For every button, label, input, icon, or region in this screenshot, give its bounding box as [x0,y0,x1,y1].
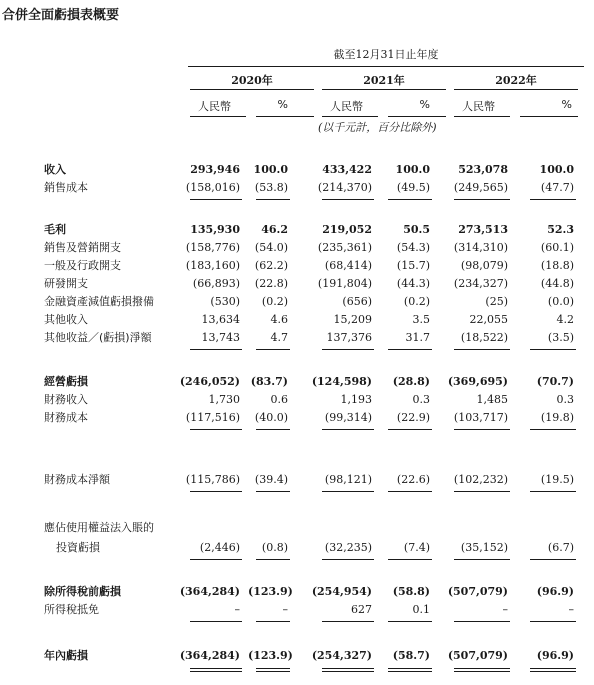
currency-header-2020: 人民幣 [198,100,231,113]
cell: (70.7) [536,375,574,388]
year-rule-2021 [322,89,446,90]
subtotal-rule [322,621,374,622]
subtotal-rule [256,621,290,622]
total-double-rule [454,668,510,672]
cell: (58.7) [392,649,430,662]
row-label: 應佔使用權益法入賬的 [44,521,154,534]
cell: (246,052) [179,375,240,388]
cell: (0.0) [547,295,574,308]
cell: 100.0 [395,163,430,176]
cell: (22.8) [254,277,288,290]
row-share-of-investees-heading [0,518,594,538]
cell: (102,232) [453,473,508,486]
cell: (35,152) [460,541,508,554]
cell: (254,954) [311,585,372,598]
row-label: 收入 [44,163,66,176]
row-finance-income [0,390,594,410]
row-label: 金融資產減值虧損撥備 [44,295,154,308]
cell: (18,522) [460,331,508,344]
row-rnd-expenses [0,274,594,294]
cell: 523,078 [458,163,508,176]
row-label: 年內虧損 [44,649,88,662]
total-double-rule [256,668,290,672]
cell: 50.5 [403,223,430,236]
cell: 0.3 [412,393,430,406]
row-cost-of-sales [0,178,594,198]
cell: (0.8) [261,541,288,554]
subtotal-rule [388,491,432,492]
row-income-tax-credit [0,600,594,620]
year-rule-2020 [190,89,314,90]
subtotal-rule [190,349,242,350]
cell: (44.8) [540,277,574,290]
total-double-rule [322,668,374,672]
row-impairment [0,292,594,312]
subhead-rule [322,116,378,117]
row-other-income [0,310,594,330]
subtotal-rule [388,559,432,560]
subtotal-rule [388,429,432,430]
cell: (183,160) [185,259,240,272]
subtotal-rule [190,621,242,622]
cell: (54.3) [396,241,430,254]
subtotal-rule [256,349,290,350]
row-finance-costs [0,408,594,428]
subtotal-rule [530,491,576,492]
subtotal-rule [454,199,510,200]
row-gross-profit [0,220,594,240]
cell: 52.3 [547,223,574,236]
cell: (96.9) [536,649,574,662]
cell: (0.2) [403,295,430,308]
cell: 273,513 [458,223,508,236]
cell: (191,804) [317,277,372,290]
row-label: 投資虧損 [56,541,100,554]
row-admin-expenses [0,256,594,276]
row-net-finance-costs [0,470,594,490]
percent-header-2022: % [561,98,572,111]
subtotal-rule [454,491,510,492]
percent-header-2021: % [419,98,430,111]
cell: 31.7 [405,331,430,344]
cell: (15.7) [396,259,430,272]
cell: 1,193 [340,393,372,406]
cell: (19.8) [540,411,574,424]
cell: 219,052 [322,223,372,236]
cell: (117,516) [185,411,240,424]
subtotal-rule [256,429,290,430]
subtotal-rule [256,559,290,560]
cell: (28.8) [392,375,430,388]
cell: 100.0 [253,163,288,176]
cell: 13,743 [201,331,240,344]
subtotal-rule [190,559,242,560]
cell: (49.5) [396,181,430,194]
subtotal-rule [388,199,432,200]
row-label: 銷售成本 [44,181,88,194]
year-header-2021: 2021年 [363,74,405,87]
subtotal-rule [322,559,374,560]
cell: (44.3) [396,277,430,290]
cell: 0.6 [270,393,288,406]
subtotal-rule [322,349,374,350]
cell: (3.5) [547,331,574,344]
cell: 1,730 [208,393,240,406]
percent-header-2020: % [277,98,288,111]
cell: (18.8) [540,259,574,272]
subtotal-rule [190,491,242,492]
subtotal-rule [530,199,576,200]
year-header-2022: 2022年 [495,74,537,87]
row-label: 其他收益／(虧損)淨額 [44,331,152,344]
cell: 0.3 [556,393,574,406]
cell: (254,327) [311,649,372,662]
cell: (507,079) [447,585,508,598]
subtotal-rule [322,199,374,200]
cell: (66,893) [192,277,240,290]
row-revenue [0,160,594,180]
subhead-rule [256,116,314,117]
cell: – [282,603,288,616]
subtotal-rule [322,491,374,492]
cell: 4.2 [556,313,574,326]
cell: (53.8) [254,181,288,194]
subtotal-rule [190,199,242,200]
cell: 433,422 [322,163,372,176]
subtotal-rule [530,429,576,430]
row-loss-for-year [0,646,594,666]
subtotal-rule [530,559,576,560]
cell: (364,284) [179,649,240,662]
cell: (96.9) [536,585,574,598]
cell: 627 [351,603,372,616]
row-label: 毛利 [44,223,66,236]
cell: (60.1) [540,241,574,254]
subtotal-rule [454,429,510,430]
row-label: 財務成本淨額 [44,473,110,486]
subtotal-rule [530,621,576,622]
cell: (22.6) [396,473,430,486]
row-label: 除所得稅前虧損 [44,585,121,598]
row-label: 財務成本 [44,411,88,424]
cell: (32,235) [324,541,372,554]
cell: (25) [485,295,508,308]
cell: (123.9) [248,585,293,598]
cell: 100.0 [539,163,574,176]
cell: 46.2 [261,223,288,236]
subhead-rule [190,116,246,117]
row-label: 財務收入 [44,393,88,406]
subtotal-rule [388,621,432,622]
cell: (123.9) [248,649,293,662]
cell: (19.5) [540,473,574,486]
row-label: 銷售及營銷開支 [44,241,121,254]
cell: (158,776) [185,241,240,254]
total-double-rule [388,668,432,672]
row-label: 所得稅抵免 [44,603,99,616]
cell: (39.4) [254,473,288,486]
currency-header-2022: 人民幣 [462,100,495,113]
cell: 15,209 [333,313,372,326]
subtotal-rule [256,491,290,492]
subtotal-rule [322,429,374,430]
cell: (507,079) [447,649,508,662]
cell: (115,786) [185,473,240,486]
row-label: 研發開支 [44,277,88,290]
cell: 0.1 [412,603,430,616]
subhead-rule [454,116,510,117]
year-rule-2022 [454,89,578,90]
cell: (98,079) [460,259,508,272]
cell: (6.7) [547,541,574,554]
row-label: 經營虧損 [44,375,88,388]
cell: (7.4) [403,541,430,554]
cell: (0.2) [261,295,288,308]
cell: (99,314) [324,411,372,424]
row-loss-before-tax [0,582,594,602]
currency-header-2021: 人民幣 [330,100,363,113]
subhead-rule [388,116,446,117]
subtotal-rule [388,349,432,350]
cell: (214,370) [317,181,372,194]
cell: (58.8) [392,585,430,598]
subtotal-rule [190,429,242,430]
subtotal-rule [454,349,510,350]
period-rule [188,66,584,67]
cell: (40.0) [254,411,288,424]
cell: (234,327) [453,277,508,290]
row-other-gains [0,328,594,348]
total-double-rule [190,668,242,672]
cell: (54.0) [254,241,288,254]
row-operating-loss [0,372,594,392]
cell: 293,946 [190,163,240,176]
cell: (530) [210,295,240,308]
total-double-rule [530,668,576,672]
subtotal-rule [454,559,510,560]
subhead-rule [520,116,578,117]
cell: (47.7) [540,181,574,194]
row-label: 其他收入 [44,313,88,326]
cell: (103,717) [453,411,508,424]
cell: (68,414) [324,259,372,272]
cell: (656) [342,295,372,308]
cell: – [502,603,508,616]
cell: (98,121) [324,473,372,486]
subtotal-rule [530,349,576,350]
cell: (158,016) [185,181,240,194]
cell: (124,598) [311,375,372,388]
cell: 4.7 [270,331,288,344]
cell: (314,310) [453,241,508,254]
subtotal-rule [454,621,510,622]
cell: 137,376 [326,331,372,344]
cell: (22.9) [396,411,430,424]
cell: (62.2) [254,259,288,272]
units-note: (以千元計，百分比除外) [318,121,437,134]
cell: 22,055 [469,313,508,326]
year-header-2020: 2020年 [231,74,273,87]
cell: (2,446) [199,541,240,554]
cell: 135,930 [190,223,240,236]
subtotal-rule [256,199,290,200]
cell: (235,361) [317,241,372,254]
cell: – [568,603,574,616]
cell: 3.5 [412,313,430,326]
cell: (249,565) [453,181,508,194]
cell: (364,284) [179,585,240,598]
period-header: 截至12月31日止年度 [333,48,439,61]
cell: (369,695) [447,375,508,388]
cell: 13,634 [201,313,240,326]
cell: (83.7) [250,375,288,388]
cell: – [234,603,240,616]
cell: 4.6 [270,313,288,326]
row-share-of-investees-loss [0,538,594,558]
page-title: 合併全面虧損表概要 [2,8,120,23]
cell: 1,485 [476,393,508,406]
row-selling-expenses [0,238,594,258]
row-label: 一般及行政開支 [44,259,121,272]
